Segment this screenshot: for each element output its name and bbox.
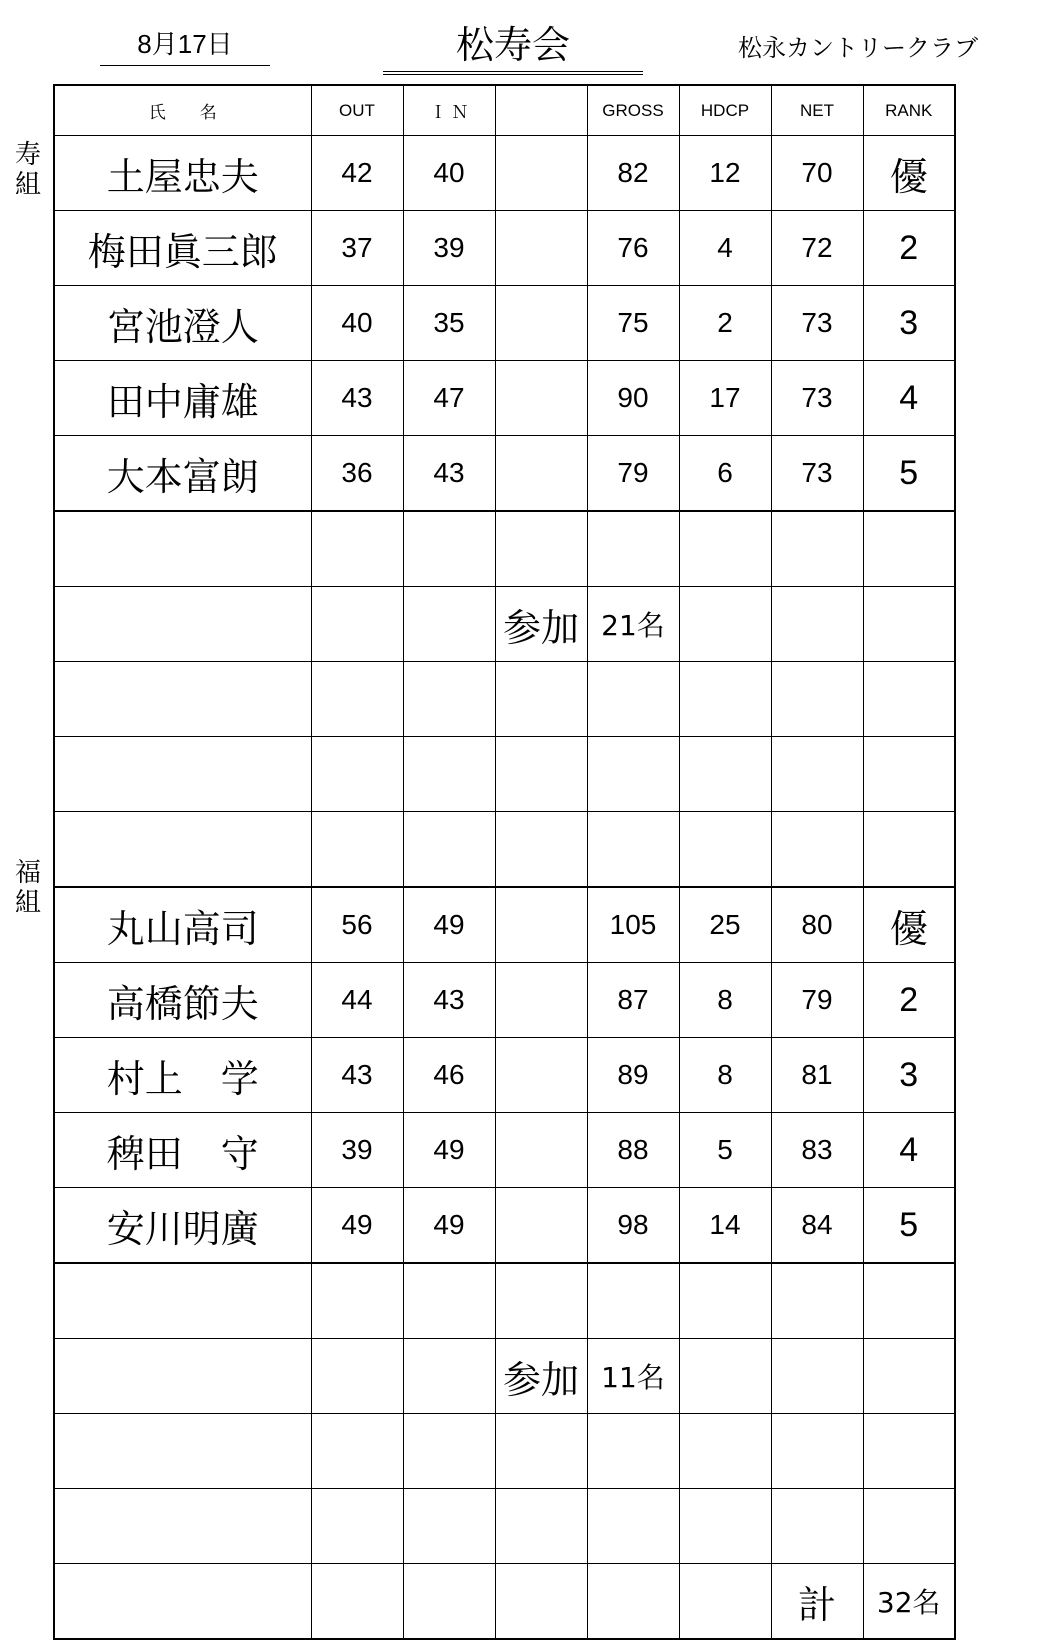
net-score: 81 — [771, 1038, 863, 1113]
rank: 5 — [863, 1188, 955, 1264]
event-date: 8月17日 — [100, 24, 270, 66]
table-row — [54, 1113, 955, 1188]
col-header-blank — [495, 85, 587, 136]
out-score: 49 — [311, 1188, 403, 1264]
in-score: 47 — [403, 361, 495, 436]
player-name: 安川明廣 — [54, 1188, 311, 1264]
player-name: 稗田 守 — [54, 1113, 311, 1188]
hdcp-score: 12 — [679, 136, 771, 211]
col-header-hdcp: HDCP — [679, 85, 771, 136]
hdcp-score: 2 — [679, 286, 771, 361]
in-score: 46 — [403, 1038, 495, 1113]
out-score: 42 — [311, 136, 403, 211]
table-row — [54, 286, 955, 361]
blank-cell — [495, 136, 587, 211]
table-row — [54, 1038, 955, 1113]
group-label-fuku: 福 組 — [14, 858, 41, 918]
player-name: 田中庸雄 — [54, 361, 311, 436]
rank: 優 — [863, 136, 955, 211]
in-score: 49 — [403, 887, 495, 963]
out-score: 44 — [311, 963, 403, 1038]
blank-cell — [495, 887, 587, 963]
in-score: 43 — [403, 963, 495, 1038]
blank-cell — [495, 361, 587, 436]
out-score: 37 — [311, 211, 403, 286]
participants-label: 参加 — [495, 1339, 587, 1414]
in-score: 43 — [403, 436, 495, 512]
in-score: 49 — [403, 1188, 495, 1264]
hdcp-score: 4 — [679, 211, 771, 286]
empty-row — [54, 1263, 955, 1339]
table-row — [54, 361, 955, 436]
player-name: 梅田眞三郎 — [54, 211, 311, 286]
net-score: 72 — [771, 211, 863, 286]
blank-cell — [495, 963, 587, 1038]
in-score: 49 — [403, 1113, 495, 1188]
empty-row — [54, 1489, 955, 1564]
player-name: 宮池澄人 — [54, 286, 311, 361]
net-score: 80 — [771, 887, 863, 963]
out-score: 39 — [311, 1113, 403, 1188]
empty-row — [54, 737, 955, 812]
event-title: 松寿会 — [383, 14, 643, 75]
rank: 優 — [863, 887, 955, 963]
hdcp-score: 6 — [679, 436, 771, 512]
net-score: 83 — [771, 1113, 863, 1188]
net-score: 70 — [771, 136, 863, 211]
table-row — [54, 1188, 955, 1264]
net-score: 84 — [771, 1188, 863, 1264]
out-score: 56 — [311, 887, 403, 963]
gross-score: 89 — [587, 1038, 679, 1113]
player-name: 丸山高司 — [54, 887, 311, 963]
blank-cell — [495, 1188, 587, 1264]
table-row — [54, 436, 955, 512]
player-name: 村上 学 — [54, 1038, 311, 1113]
blank-cell — [495, 211, 587, 286]
total-count: 32名 — [863, 1564, 955, 1640]
rank: 3 — [863, 1038, 955, 1113]
total-row — [54, 1564, 955, 1640]
table-row — [54, 887, 955, 963]
hdcp-score: 17 — [679, 361, 771, 436]
rank: 4 — [863, 1113, 955, 1188]
hdcp-score: 5 — [679, 1113, 771, 1188]
rank: 3 — [863, 286, 955, 361]
gross-score: 105 — [587, 887, 679, 963]
empty-row — [54, 662, 955, 737]
empty-row — [54, 511, 955, 587]
net-score: 73 — [771, 436, 863, 512]
participants-row — [54, 1339, 955, 1414]
participants-row — [54, 587, 955, 662]
hdcp-score: 14 — [679, 1188, 771, 1264]
col-header-gross: GROSS — [587, 85, 679, 136]
club-name: 松永カントリークラブ — [738, 34, 978, 62]
table-row — [54, 963, 955, 1038]
net-score: 73 — [771, 361, 863, 436]
col-header-rank: RANK — [863, 85, 955, 136]
hdcp-score: 25 — [679, 887, 771, 963]
net-score: 79 — [771, 963, 863, 1038]
participants-count: 21名 — [587, 587, 679, 662]
table-row — [54, 136, 955, 211]
rank: 4 — [863, 361, 955, 436]
out-score: 43 — [311, 1038, 403, 1113]
out-score: 43 — [311, 361, 403, 436]
gross-score: 82 — [587, 136, 679, 211]
total-label: 計 — [771, 1564, 863, 1640]
participants-count: 11名 — [587, 1339, 679, 1414]
score-table — [53, 84, 956, 1640]
rank: 5 — [863, 436, 955, 512]
group-label-kotobuki: 寿 組 — [14, 140, 41, 200]
header-row — [54, 85, 955, 136]
col-header-in: Ｉ Ｎ — [403, 85, 495, 136]
table-row — [54, 211, 955, 286]
in-score: 40 — [403, 136, 495, 211]
gross-score: 87 — [587, 963, 679, 1038]
empty-row — [54, 812, 955, 888]
player-name: 高橋節夫 — [54, 963, 311, 1038]
player-name: 大本富朗 — [54, 436, 311, 512]
empty-row — [54, 1414, 955, 1489]
hdcp-score: 8 — [679, 1038, 771, 1113]
blank-cell — [495, 1038, 587, 1113]
col-header-out: OUT — [311, 85, 403, 136]
blank-cell — [495, 436, 587, 512]
out-score: 36 — [311, 436, 403, 512]
blank-cell — [495, 286, 587, 361]
net-score: 73 — [771, 286, 863, 361]
col-header-name: 氏 名 — [54, 85, 311, 136]
player-name: 土屋忠夫 — [54, 136, 311, 211]
hdcp-score: 8 — [679, 963, 771, 1038]
participants-label: 参加 — [495, 587, 587, 662]
gross-score: 90 — [587, 361, 679, 436]
rank: 2 — [863, 963, 955, 1038]
gross-score: 88 — [587, 1113, 679, 1188]
gross-score: 98 — [587, 1188, 679, 1264]
rank: 2 — [863, 211, 955, 286]
blank-cell — [495, 1113, 587, 1188]
gross-score: 76 — [587, 211, 679, 286]
in-score: 39 — [403, 211, 495, 286]
col-header-net: NET — [771, 85, 863, 136]
in-score: 35 — [403, 286, 495, 361]
gross-score: 79 — [587, 436, 679, 512]
gross-score: 75 — [587, 286, 679, 361]
out-score: 40 — [311, 286, 403, 361]
